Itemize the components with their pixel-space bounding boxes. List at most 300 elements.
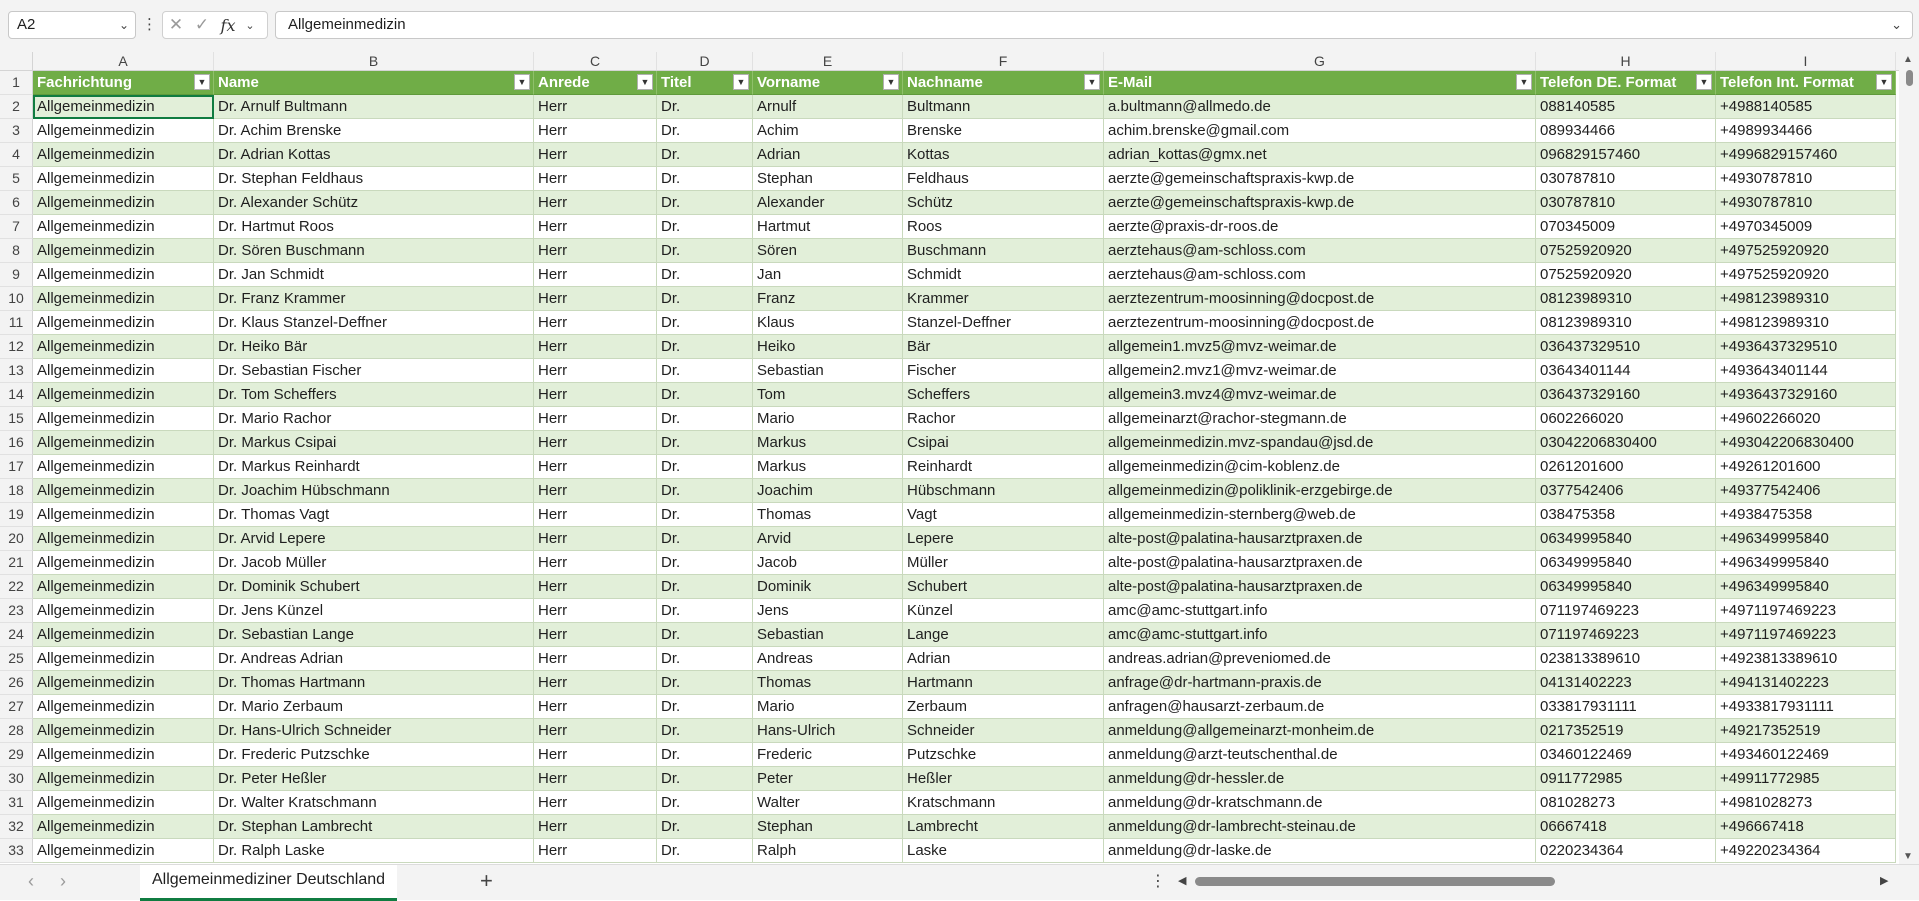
vertical-scroll-thumb[interactable]	[1906, 70, 1913, 86]
table-cell[interactable]	[534, 599, 657, 623]
table-cell[interactable]	[534, 455, 657, 479]
table-cell[interactable]	[657, 695, 753, 719]
table-cell[interactable]	[1716, 311, 1896, 335]
column-header-i[interactable]: I	[1716, 52, 1896, 70]
table-cell[interactable]	[33, 815, 214, 839]
header-cell[interactable]	[1536, 71, 1716, 95]
table-cell[interactable]	[903, 239, 1104, 263]
table-cell[interactable]	[903, 815, 1104, 839]
row-header[interactable]: 7	[0, 215, 33, 239]
table-cell[interactable]	[1716, 95, 1896, 119]
table-cell[interactable]	[1104, 575, 1536, 599]
table-cell[interactable]	[1716, 743, 1896, 767]
table-cell[interactable]	[753, 671, 903, 695]
table-cell[interactable]	[214, 143, 534, 167]
table-cell[interactable]	[214, 407, 534, 431]
scroll-up-icon[interactable]: ▲	[1903, 54, 1913, 65]
table-cell[interactable]	[903, 383, 1104, 407]
table-cell[interactable]	[214, 431, 534, 455]
table-cell[interactable]	[753, 695, 903, 719]
table-cell[interactable]	[1536, 239, 1716, 263]
table-cell[interactable]	[33, 623, 214, 647]
table-cell[interactable]	[903, 359, 1104, 383]
table-cell[interactable]	[753, 455, 903, 479]
table-cell[interactable]	[657, 215, 753, 239]
table-cell[interactable]	[657, 287, 753, 311]
table-cell[interactable]	[1536, 407, 1716, 431]
row-header[interactable]: 19	[0, 503, 33, 527]
table-cell[interactable]	[903, 407, 1104, 431]
table-cell[interactable]	[657, 815, 753, 839]
table-cell[interactable]	[214, 527, 534, 551]
table-cell[interactable]	[1104, 311, 1536, 335]
table-cell[interactable]	[1104, 95, 1536, 119]
horizontal-scrollbar[interactable]	[1195, 877, 1875, 886]
table-cell[interactable]	[33, 695, 214, 719]
table-cell[interactable]	[214, 287, 534, 311]
table-cell[interactable]	[1536, 311, 1716, 335]
row-header[interactable]: 29	[0, 743, 33, 767]
table-cell[interactable]	[1536, 383, 1716, 407]
table-cell[interactable]	[33, 743, 214, 767]
table-cell[interactable]	[1104, 623, 1536, 647]
table-cell[interactable]	[1716, 335, 1896, 359]
table-cell[interactable]	[657, 647, 753, 671]
table-cell[interactable]	[1536, 287, 1716, 311]
row-header[interactable]: 30	[0, 767, 33, 791]
table-cell[interactable]	[903, 311, 1104, 335]
table-cell[interactable]	[214, 455, 534, 479]
table-cell[interactable]	[33, 335, 214, 359]
table-cell[interactable]	[214, 719, 534, 743]
table-cell[interactable]	[903, 695, 1104, 719]
table-cell[interactable]	[903, 263, 1104, 287]
table-cell[interactable]	[657, 167, 753, 191]
table-cell[interactable]	[534, 311, 657, 335]
chevron-down-icon[interactable]: ⌄	[118, 18, 129, 32]
table-cell[interactable]	[1536, 527, 1716, 551]
table-cell[interactable]	[214, 215, 534, 239]
add-sheet-button[interactable]: +	[480, 868, 493, 893]
table-cell[interactable]	[33, 95, 214, 119]
table-cell[interactable]	[1104, 239, 1536, 263]
table-cell[interactable]	[33, 263, 214, 287]
table-cell[interactable]	[657, 311, 753, 335]
row-header[interactable]: 5	[0, 167, 33, 191]
table-cell[interactable]	[33, 839, 214, 863]
row-header[interactable]: 3	[0, 119, 33, 143]
table-cell[interactable]	[657, 791, 753, 815]
table-cell[interactable]	[1536, 599, 1716, 623]
table-cell[interactable]	[214, 743, 534, 767]
table-cell[interactable]	[214, 311, 534, 335]
table-cell[interactable]	[903, 623, 1104, 647]
table-cell[interactable]	[1104, 455, 1536, 479]
row-header[interactable]: 17	[0, 455, 33, 479]
table-cell[interactable]	[33, 599, 214, 623]
sheet-tab-allgemeinmediziner[interactable]: Allgemeinmediziner Deutschland	[140, 865, 397, 901]
table-cell[interactable]	[33, 407, 214, 431]
table-cell[interactable]	[903, 143, 1104, 167]
table-cell[interactable]	[1716, 791, 1896, 815]
table-cell[interactable]	[1104, 647, 1536, 671]
filter-dropdown-icon[interactable]: ▼	[1696, 74, 1712, 90]
table-cell[interactable]	[534, 551, 657, 575]
table-cell[interactable]	[903, 767, 1104, 791]
expand-formula-icon[interactable]: ⌄	[1891, 17, 1902, 32]
table-cell[interactable]	[534, 119, 657, 143]
table-cell[interactable]	[534, 647, 657, 671]
table-cell[interactable]	[1104, 479, 1536, 503]
table-cell[interactable]	[753, 527, 903, 551]
table-cell[interactable]	[903, 95, 1104, 119]
table-cell[interactable]	[214, 119, 534, 143]
table-cell[interactable]	[903, 671, 1104, 695]
table-cell[interactable]	[1716, 575, 1896, 599]
table-cell[interactable]	[1536, 455, 1716, 479]
row-header[interactable]: 13	[0, 359, 33, 383]
table-cell[interactable]	[1716, 623, 1896, 647]
table-cell[interactable]	[33, 719, 214, 743]
table-cell[interactable]	[534, 335, 657, 359]
table-cell[interactable]	[1536, 167, 1716, 191]
row-header[interactable]: 4	[0, 143, 33, 167]
table-cell[interactable]	[214, 335, 534, 359]
chevron-left-icon[interactable]: ‹	[28, 871, 34, 891]
table-cell[interactable]	[534, 95, 657, 119]
table-cell[interactable]	[33, 239, 214, 263]
column-header-d[interactable]: D	[657, 52, 753, 70]
table-cell[interactable]	[214, 479, 534, 503]
table-cell[interactable]	[1716, 479, 1896, 503]
table-cell[interactable]	[903, 743, 1104, 767]
table-cell[interactable]	[1716, 695, 1896, 719]
table-cell[interactable]	[1536, 695, 1716, 719]
table-cell[interactable]	[1536, 479, 1716, 503]
table-cell[interactable]	[33, 647, 214, 671]
table-cell[interactable]	[1104, 743, 1536, 767]
table-cell[interactable]	[534, 503, 657, 527]
table-cell[interactable]	[1536, 119, 1716, 143]
table-cell[interactable]	[214, 359, 534, 383]
table-cell[interactable]	[534, 815, 657, 839]
header-cell[interactable]	[534, 71, 657, 95]
table-cell[interactable]	[1536, 839, 1716, 863]
table-cell[interactable]	[1104, 767, 1536, 791]
table-cell[interactable]	[33, 479, 214, 503]
table-cell[interactable]	[753, 719, 903, 743]
table-cell[interactable]	[753, 407, 903, 431]
table-cell[interactable]	[753, 287, 903, 311]
table-cell[interactable]	[1716, 407, 1896, 431]
scroll-down-icon[interactable]: ▼	[1903, 851, 1913, 862]
table-cell[interactable]	[753, 119, 903, 143]
name-box[interactable]	[8, 11, 136, 39]
table-cell[interactable]	[753, 623, 903, 647]
table-cell[interactable]	[753, 479, 903, 503]
table-cell[interactable]	[657, 527, 753, 551]
row-header[interactable]: 12	[0, 335, 33, 359]
table-cell[interactable]	[1104, 431, 1536, 455]
table-cell[interactable]	[1716, 263, 1896, 287]
table-cell[interactable]	[1716, 119, 1896, 143]
row-header[interactable]: 10	[0, 287, 33, 311]
table-cell[interactable]	[657, 767, 753, 791]
table-cell[interactable]	[657, 359, 753, 383]
table-cell[interactable]	[1716, 527, 1896, 551]
table-cell[interactable]	[657, 143, 753, 167]
table-cell[interactable]	[33, 671, 214, 695]
row-header[interactable]: 24	[0, 623, 33, 647]
table-cell[interactable]	[1716, 239, 1896, 263]
table-cell[interactable]	[33, 287, 214, 311]
table-cell[interactable]	[1104, 719, 1536, 743]
row-header[interactable]: 15	[0, 407, 33, 431]
table-cell[interactable]	[33, 767, 214, 791]
table-cell[interactable]	[903, 455, 1104, 479]
table-cell[interactable]	[1104, 335, 1536, 359]
table-cell[interactable]	[33, 191, 214, 215]
table-cell[interactable]	[1716, 431, 1896, 455]
table-cell[interactable]	[1104, 407, 1536, 431]
column-header-c[interactable]: C	[534, 52, 657, 70]
table-cell[interactable]	[214, 671, 534, 695]
header-cell[interactable]	[1716, 71, 1896, 95]
table-cell[interactable]	[1536, 743, 1716, 767]
table-cell[interactable]	[1536, 95, 1716, 119]
table-cell[interactable]	[753, 95, 903, 119]
table-cell[interactable]	[753, 335, 903, 359]
table-cell[interactable]	[1104, 143, 1536, 167]
check-icon[interactable]: ✓	[194, 15, 210, 34]
table-cell[interactable]	[534, 263, 657, 287]
column-header-a[interactable]: A	[33, 52, 214, 70]
table-cell[interactable]	[1104, 599, 1536, 623]
table-cell[interactable]	[1536, 671, 1716, 695]
table-cell[interactable]	[534, 215, 657, 239]
column-header-g[interactable]: G	[1104, 52, 1536, 70]
table-cell[interactable]	[534, 431, 657, 455]
table-cell[interactable]	[1104, 551, 1536, 575]
filter-dropdown-icon[interactable]: ▼	[1084, 74, 1100, 90]
table-cell[interactable]	[903, 527, 1104, 551]
table-cell[interactable]	[657, 191, 753, 215]
table-cell[interactable]	[1536, 815, 1716, 839]
filter-dropdown-icon[interactable]: ▼	[1516, 74, 1532, 90]
table-cell[interactable]	[657, 551, 753, 575]
chevron-down-icon[interactable]: ⌄	[245, 19, 255, 32]
table-cell[interactable]	[214, 575, 534, 599]
table-cell[interactable]	[1536, 263, 1716, 287]
table-cell[interactable]	[534, 839, 657, 863]
table-cell[interactable]	[657, 599, 753, 623]
row-header[interactable]: 14	[0, 383, 33, 407]
table-cell[interactable]	[534, 575, 657, 599]
table-cell[interactable]	[1716, 191, 1896, 215]
table-cell[interactable]	[903, 503, 1104, 527]
table-cell[interactable]	[214, 839, 534, 863]
table-cell[interactable]	[657, 671, 753, 695]
row-header[interactable]: 1	[0, 71, 33, 95]
scroll-right-icon[interactable]: ▶	[1880, 875, 1889, 887]
table-cell[interactable]	[753, 815, 903, 839]
row-header[interactable]: 9	[0, 263, 33, 287]
table-cell[interactable]	[753, 839, 903, 863]
table-cell[interactable]	[33, 119, 214, 143]
row-header[interactable]: 28	[0, 719, 33, 743]
table-cell[interactable]	[753, 191, 903, 215]
table-cell[interactable]	[1536, 767, 1716, 791]
filter-dropdown-icon[interactable]: ▼	[733, 74, 749, 90]
row-header[interactable]: 22	[0, 575, 33, 599]
table-cell[interactable]	[534, 719, 657, 743]
table-cell[interactable]	[1104, 383, 1536, 407]
table-cell[interactable]	[1536, 719, 1716, 743]
table-cell[interactable]	[214, 695, 534, 719]
table-cell[interactable]	[1716, 167, 1896, 191]
row-header[interactable]: 20	[0, 527, 33, 551]
header-cell[interactable]	[753, 71, 903, 95]
row-header[interactable]: 33	[0, 839, 33, 863]
header-cell[interactable]	[903, 71, 1104, 95]
table-cell[interactable]	[534, 623, 657, 647]
table-cell[interactable]	[657, 575, 753, 599]
table-cell[interactable]	[534, 287, 657, 311]
row-header[interactable]: 31	[0, 791, 33, 815]
table-cell[interactable]	[214, 551, 534, 575]
table-cell[interactable]	[1536, 215, 1716, 239]
table-cell[interactable]	[903, 599, 1104, 623]
row-header[interactable]: 16	[0, 431, 33, 455]
table-cell[interactable]	[33, 383, 214, 407]
table-cell[interactable]	[657, 503, 753, 527]
row-header[interactable]: 23	[0, 599, 33, 623]
table-cell[interactable]	[534, 167, 657, 191]
table-cell[interactable]	[903, 479, 1104, 503]
table-cell[interactable]	[1716, 719, 1896, 743]
select-all-corner[interactable]	[0, 52, 33, 70]
table-cell[interactable]	[534, 791, 657, 815]
table-cell[interactable]	[657, 431, 753, 455]
row-header[interactable]: 32	[0, 815, 33, 839]
table-cell[interactable]	[33, 167, 214, 191]
table-cell[interactable]	[657, 119, 753, 143]
column-header-f[interactable]: F	[903, 52, 1104, 70]
table-cell[interactable]	[214, 815, 534, 839]
table-cell[interactable]	[1716, 671, 1896, 695]
table-cell[interactable]	[534, 383, 657, 407]
table-cell[interactable]	[657, 407, 753, 431]
row-header[interactable]: 25	[0, 647, 33, 671]
table-cell[interactable]	[214, 383, 534, 407]
table-cell[interactable]	[1104, 839, 1536, 863]
table-cell[interactable]	[1104, 191, 1536, 215]
table-cell[interactable]	[1716, 839, 1896, 863]
table-cell[interactable]	[214, 95, 534, 119]
table-cell[interactable]	[33, 359, 214, 383]
table-cell[interactable]	[657, 335, 753, 359]
table-cell[interactable]	[534, 407, 657, 431]
table-cell[interactable]	[1104, 815, 1536, 839]
table-cell[interactable]	[33, 431, 214, 455]
table-cell[interactable]	[1716, 647, 1896, 671]
table-cell[interactable]	[753, 599, 903, 623]
formula-input[interactable]	[275, 11, 1913, 39]
table-cell[interactable]	[1536, 143, 1716, 167]
table-cell[interactable]	[657, 623, 753, 647]
row-header[interactable]: 2	[0, 95, 33, 119]
table-cell[interactable]	[1536, 191, 1716, 215]
column-header-h[interactable]: H	[1536, 52, 1716, 70]
filter-dropdown-icon[interactable]: ▼	[883, 74, 899, 90]
table-cell[interactable]	[1716, 815, 1896, 839]
table-cell[interactable]	[753, 647, 903, 671]
table-cell[interactable]	[534, 671, 657, 695]
table-cell[interactable]	[534, 239, 657, 263]
table-cell[interactable]	[753, 359, 903, 383]
table-cell[interactable]	[903, 551, 1104, 575]
row-header[interactable]: 11	[0, 311, 33, 335]
table-cell[interactable]	[214, 647, 534, 671]
table-cell[interactable]	[753, 791, 903, 815]
table-cell[interactable]	[903, 215, 1104, 239]
table-cell[interactable]	[534, 743, 657, 767]
table-cell[interactable]	[1716, 503, 1896, 527]
spreadsheet-grid[interactable]	[0, 52, 1899, 864]
table-cell[interactable]	[214, 239, 534, 263]
table-cell[interactable]	[1104, 263, 1536, 287]
table-cell[interactable]	[214, 623, 534, 647]
table-cell[interactable]	[534, 767, 657, 791]
table-cell[interactable]	[903, 119, 1104, 143]
table-cell[interactable]	[33, 551, 214, 575]
table-cell[interactable]	[903, 575, 1104, 599]
table-cell[interactable]	[657, 95, 753, 119]
table-cell[interactable]	[753, 767, 903, 791]
table-cell[interactable]	[1716, 455, 1896, 479]
table-cell[interactable]	[903, 839, 1104, 863]
table-cell[interactable]	[753, 143, 903, 167]
more-options-icon[interactable]: ⋮	[142, 16, 157, 33]
table-cell[interactable]	[1536, 623, 1716, 647]
row-header[interactable]: 18	[0, 479, 33, 503]
table-cell[interactable]	[1104, 287, 1536, 311]
table-cell[interactable]	[1536, 575, 1716, 599]
close-icon[interactable]: ✕	[168, 15, 184, 34]
table-cell[interactable]	[657, 263, 753, 287]
table-cell[interactable]	[1104, 791, 1536, 815]
table-cell[interactable]	[657, 839, 753, 863]
filter-dropdown-icon[interactable]: ▼	[1876, 74, 1892, 90]
table-cell[interactable]	[753, 263, 903, 287]
column-header-b[interactable]: B	[214, 52, 534, 70]
vertical-scrollbar[interactable]	[1899, 52, 1919, 864]
table-cell[interactable]	[903, 647, 1104, 671]
table-cell[interactable]	[33, 455, 214, 479]
filter-dropdown-icon[interactable]: ▼	[514, 74, 530, 90]
scroll-left-icon[interactable]: ◀	[1178, 875, 1187, 887]
table-cell[interactable]	[1536, 335, 1716, 359]
table-cell[interactable]	[1536, 431, 1716, 455]
table-cell[interactable]	[753, 575, 903, 599]
table-cell[interactable]	[214, 767, 534, 791]
header-cell[interactable]	[657, 71, 753, 95]
row-header[interactable]: 6	[0, 191, 33, 215]
table-cell[interactable]	[903, 791, 1104, 815]
table-cell[interactable]	[753, 383, 903, 407]
table-cell[interactable]	[1104, 503, 1536, 527]
table-cell[interactable]	[214, 503, 534, 527]
